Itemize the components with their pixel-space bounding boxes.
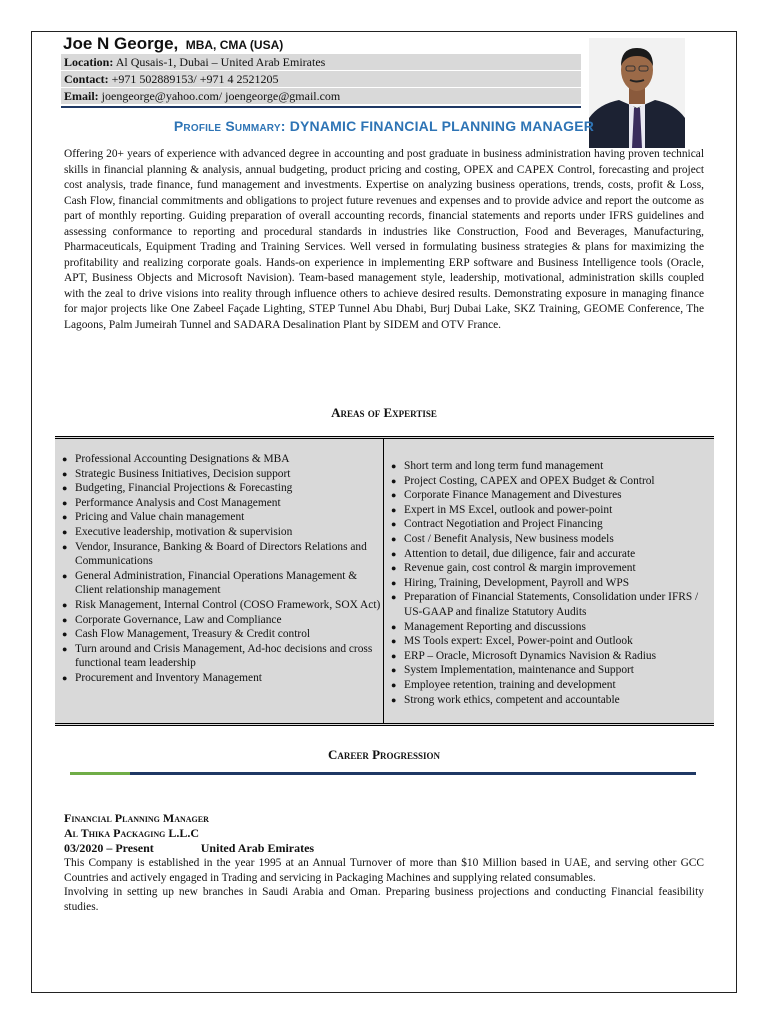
- expertise-item: [384, 576, 714, 591]
- expertise-item-text: Revenue gain, cost control & margin improvement: [404, 562, 636, 575]
- expertise-item-text: Contract Negotiation and Project Financing: [404, 518, 603, 531]
- expertise-item-text: Expert in MS Excel, outlook and power-point: [404, 503, 613, 516]
- expertise-item: [55, 452, 383, 467]
- career-divider-accent: [70, 772, 130, 775]
- expertise-item: [55, 598, 383, 613]
- expertise-heading: Areas of Expertise: [331, 405, 437, 420]
- job-responsibilities: Involving in setting up new branches in Saudi Arabia and Oman. Preparing business projections and conducting Financial feasibility studies.: [64, 886, 704, 913]
- expertise-item: [384, 678, 714, 693]
- job-description: This Company is established in the year 1995 at an Annual Turnover of more than $10 Million based in UAE, and serving other GCC Countries and actively engaged in Trading and servicing in Packaging Machines and supplying related consumables.: [64, 857, 704, 884]
- bullet-icon: ●: [391, 563, 397, 574]
- expertise-item-text: ERP – Oracle, Microsoft Dynamics Navision & Radius: [404, 649, 657, 662]
- bullet-icon: ●: [62, 599, 68, 610]
- bullet-icon: ●: [62, 629, 68, 640]
- phone-value: +971 502889153/ +971 4 2521205: [111, 72, 279, 86]
- expertise-item-text: Strong work ethics, competent and accountable: [404, 693, 620, 706]
- expertise-item: [384, 517, 714, 532]
- expertise-item-text: Risk Management, Internal Control (COSO Framework, SOX Act): [75, 598, 381, 611]
- bullet-icon: ●: [391, 533, 397, 544]
- career-heading: Career Progression: [327, 747, 441, 762]
- location-label: Location:: [64, 55, 114, 69]
- job-entry: [64, 811, 704, 914]
- expertise-item: [384, 532, 714, 547]
- bullet-icon: ●: [62, 468, 68, 479]
- bullet-icon: ●: [391, 548, 397, 559]
- expertise-item: [55, 569, 383, 598]
- expertise-item-text: Pricing and Value chain management: [75, 511, 245, 524]
- bullet-icon: ●: [391, 592, 397, 603]
- expertise-item-text: Hiring, Training, Development, Payroll and WPS: [404, 576, 630, 589]
- expertise-item-text: Corporate Governance, Law and Compliance: [75, 613, 282, 626]
- job-location: United Arab Emirates: [200, 841, 315, 855]
- expertise-item-text: Performance Analysis and Cost Management: [75, 496, 281, 509]
- job-company: Al Thika Packaging L.L.C: [64, 826, 200, 840]
- bullet-icon: ●: [391, 577, 397, 588]
- expertise-item: [384, 649, 714, 664]
- expertise-item-text: Short term and long term fund management: [404, 460, 604, 472]
- expertise-item-text: Vendor, Insurance, Banking & Board of Directors Relations and Communications: [75, 540, 367, 568]
- bullet-icon: ●: [391, 475, 397, 486]
- expertise-item: [384, 634, 714, 649]
- expertise-item: [55, 496, 383, 511]
- email-value: joengeorge@yahoo.com/ joengeorge@gmail.com: [101, 89, 341, 103]
- expertise-item-text: Project Costing, CAPEX and OPEX Budget & Control: [404, 474, 655, 487]
- phone-line: [61, 71, 581, 87]
- email-label: Email:: [64, 89, 99, 103]
- bullet-icon: ●: [62, 541, 68, 552]
- summary-heading-title: DYNAMIC FINANCIAL PLANNING MANAGER: [289, 118, 595, 134]
- career-divider: [130, 772, 696, 775]
- expertise-item-text: Procurement and Inventory Management: [75, 671, 262, 684]
- expertise-item-text: Cash Flow Management, Treasury & Credit control: [75, 628, 311, 641]
- bullet-icon: ●: [391, 636, 397, 647]
- bullet-icon: ●: [391, 665, 397, 676]
- expertise-item-text: Preparation of Financial Statements, Consolidation under IFRS / US-GAAP and finalize Statutory Audits: [404, 591, 699, 618]
- expertise-item: [384, 474, 714, 489]
- expertise-item: [384, 459, 714, 474]
- expertise-item: [55, 467, 383, 482]
- email-line: [61, 88, 581, 104]
- bullet-icon: ●: [391, 621, 397, 632]
- job-dates-row: [64, 841, 704, 856]
- bullet-icon: ●: [391, 461, 397, 471]
- bullet-icon: ●: [391, 694, 397, 705]
- expertise-item-text: Employee retention, training and development: [404, 678, 616, 691]
- expertise-item: [384, 663, 714, 678]
- location-value: Al Qusais-1, Dubai – United Arab Emirates: [115, 55, 326, 69]
- expertise-item-text: Budgeting, Financial Projections & Forecasting: [75, 482, 293, 495]
- location-line: [61, 54, 581, 70]
- expertise-item: [384, 620, 714, 635]
- bullet-icon: ●: [62, 570, 68, 581]
- expertise-item: [55, 671, 383, 686]
- expertise-item-text: Corporate Finance Management and Divestures: [404, 489, 622, 502]
- job-dates: 03/2020 – Present: [64, 841, 154, 855]
- phone-label: Contact:: [64, 72, 109, 86]
- bullet-icon: ●: [62, 497, 68, 508]
- expertise-item: [55, 510, 383, 525]
- expertise-item: [384, 488, 714, 503]
- expertise-item-text: Turn around and Crisis Management, Ad-hoc decisions and cross functional team leadership: [75, 642, 373, 670]
- bullet-icon: ●: [391, 504, 397, 515]
- expertise-item-text: General Administration, Financial Operations Management & Client relationship management: [75, 569, 358, 597]
- expertise-item: [384, 693, 714, 708]
- candidate-name-row: [63, 34, 283, 54]
- expertise-item: [55, 642, 383, 671]
- expertise-item: [55, 613, 383, 628]
- expertise-item-text: Executive leadership, motivation & supervision: [75, 525, 293, 538]
- bullet-icon: ●: [62, 643, 68, 654]
- job-title: Financial Planning Manager: [64, 811, 209, 825]
- expertise-item: [384, 590, 714, 619]
- bullet-icon: ●: [391, 490, 397, 501]
- expertise-left-column: [55, 439, 384, 723]
- expertise-item: [55, 540, 383, 569]
- summary-heading-prefix: Profile Summary:: [173, 118, 286, 134]
- candidate-credentials: MBA, CMA (USA): [185, 38, 284, 52]
- bullet-icon: ●: [62, 614, 68, 625]
- expertise-item-text: Cost / Benefit Analysis, New business models: [404, 532, 614, 545]
- bullet-icon: ●: [62, 483, 68, 494]
- bullet-icon: ●: [62, 526, 68, 537]
- profile-summary-heading: [0, 118, 768, 134]
- expertise-right-column: [384, 439, 714, 723]
- bullet-icon: ●: [391, 650, 397, 661]
- expertise-item: [55, 627, 383, 642]
- expertise-item: [384, 547, 714, 562]
- bullet-icon: ●: [62, 454, 68, 464]
- expertise-item-text: Professional Accounting Designations & MBA: [75, 453, 290, 465]
- bullet-icon: ●: [391, 679, 397, 690]
- expertise-item-text: Management Reporting and discussions: [404, 620, 586, 633]
- profile-summary-text: Offering 20+ years of experience with advanced degree in accounting and post graduate in business administration having proven technical skills in financial planning & analysis, annual budgeting, product pricing and costing, OPEX and CAPEX Control, forecasting and project cost analysis, trade finance, fund management and investments. Expertise on analyzing business operations, trends, costs, profit & Loss, Cash Flow, financial commitments and obligations to project future revenues and expenses and to provide advice and report the outcome as part of monthly reporting. Guiding preparation of overall accounting records, financial statements and reports under IFRS guidelines and assessing conformance to reporting and procedural standards in industries like Construction, Food and Beverages, Manufacturing, Pharmaceuticals, Equipment Trading and Training Services. Well versed in formulating business strategies & plans for maximizing the profitability and realizing corporate goals. Hands-on experience in implementing ERP software and Business Intelligence tools (Oracle, APT, Business Objects and Microsoft Navision). Team-based management style, leadership, motivational, administration skills coupled with the zeal to drive visions into reality through influence others to achieve desired results. Demonstrating exposure in managing finance for major projects like One Zabeel Façade Lighting, STEP Tunnel Abu Dhabi, Burj Dubai Lake, SKZ Training, GEOME Conference, The Lagoons, Palm Jumeirah Tunnel and SADARA Desalination Plant by SIDEM and OTV France.: [64, 148, 704, 331]
- expertise-item: [384, 503, 714, 518]
- expertise-table: [55, 436, 714, 726]
- expertise-item-text: System Implementation, maintenance and Support: [404, 664, 634, 677]
- contact-block: [61, 54, 581, 108]
- bullet-icon: ●: [62, 672, 68, 683]
- expertise-item: [55, 525, 383, 540]
- bullet-icon: ●: [62, 512, 68, 523]
- expertise-item: [55, 481, 383, 496]
- expertise-item-text: Attention to detail, due diligence, fair and accurate: [404, 547, 636, 560]
- bullet-icon: ●: [391, 519, 397, 530]
- contact-divider: [61, 106, 581, 108]
- expertise-item: [384, 561, 714, 576]
- candidate-name: Joe N George,: [63, 34, 179, 53]
- expertise-item-text: MS Tools expert: Excel, Power-point and Outlook: [404, 635, 633, 648]
- expertise-item-text: Strategic Business Initiatives, Decision support: [75, 467, 291, 480]
